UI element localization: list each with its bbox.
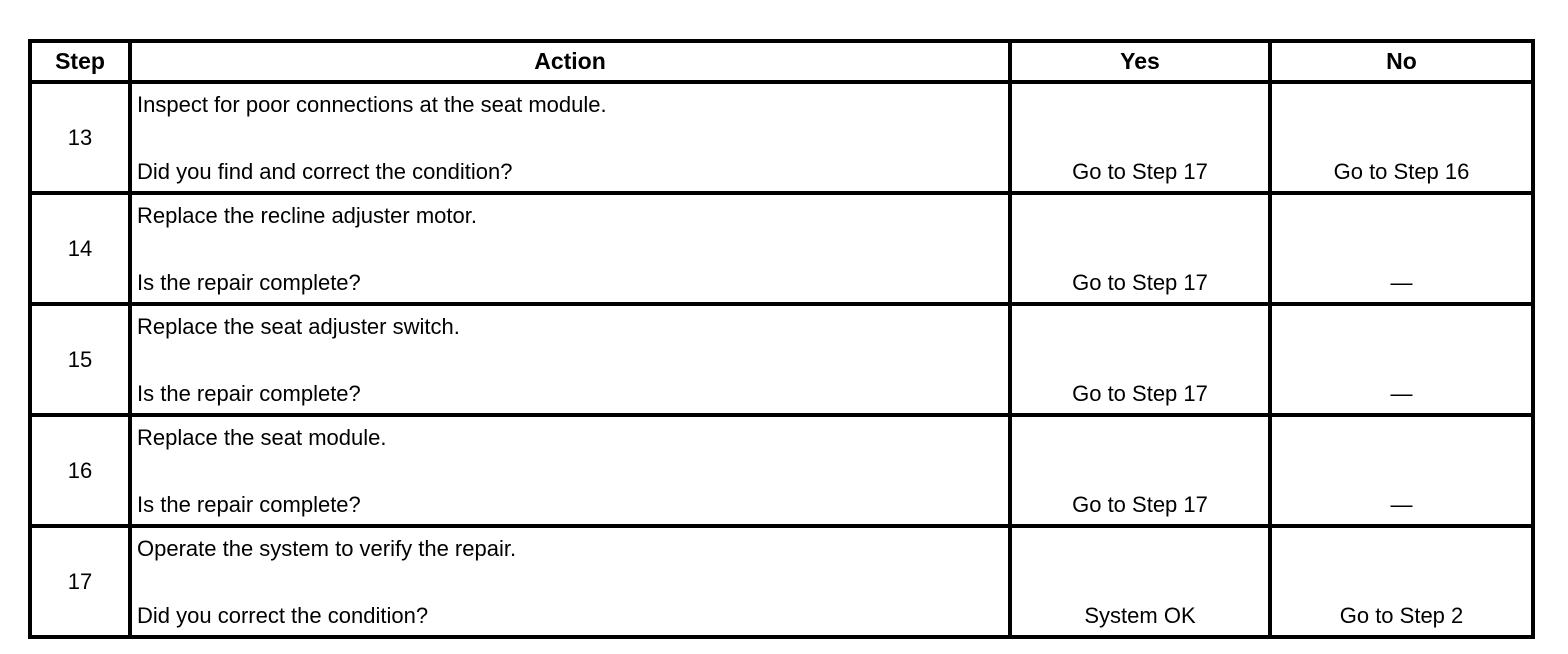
- action-cell: [130, 526, 1010, 637]
- action-question: Is the repair complete?: [137, 381, 361, 406]
- action-question: Did you correct the condition?: [137, 603, 429, 628]
- table-row: [30, 415, 1533, 526]
- action-instruction: Operate the system to verify the repair.: [137, 536, 517, 561]
- action-question: Is the repair complete?: [137, 492, 361, 517]
- action-cell: [130, 415, 1010, 526]
- table-header: [30, 41, 1533, 82]
- action-cell: [130, 304, 1010, 415]
- yes-column-header: Yes: [1010, 41, 1270, 82]
- no-result: —: [1270, 415, 1533, 526]
- step-number: 15: [30, 304, 130, 415]
- action-cell: [130, 82, 1010, 193]
- table-row: [30, 304, 1533, 415]
- yes-result: Go to Step 17: [1010, 193, 1270, 304]
- yes-result: System OK: [1010, 526, 1270, 637]
- no-result: —: [1270, 193, 1533, 304]
- action-instruction: Replace the seat module.: [137, 425, 387, 450]
- table-row: [30, 193, 1533, 304]
- step-number: 13: [30, 82, 130, 193]
- no-column-header: No: [1270, 41, 1533, 82]
- no-result: —: [1270, 304, 1533, 415]
- action-cell: [130, 193, 1010, 304]
- table-row: [30, 82, 1533, 193]
- step-number: 14: [30, 193, 130, 304]
- no-result: Go to Step 2: [1270, 526, 1533, 637]
- header-row: [30, 41, 1533, 82]
- table-body: [30, 82, 1533, 637]
- action-question: Is the repair complete?: [137, 270, 361, 295]
- action-question: Did you find and correct the condition?: [137, 159, 513, 184]
- action-instruction: Inspect for poor connections at the seat module.: [137, 92, 607, 117]
- yes-result: Go to Step 17: [1010, 304, 1270, 415]
- table-row: [30, 526, 1533, 637]
- diagnostic-step-table: [28, 39, 1535, 639]
- no-result: Go to Step 16: [1270, 82, 1533, 193]
- yes-result: Go to Step 17: [1010, 415, 1270, 526]
- step-number: 16: [30, 415, 130, 526]
- step-column-header: Step: [30, 41, 130, 82]
- action-instruction: Replace the seat adjuster switch.: [137, 314, 460, 339]
- yes-result: Go to Step 17: [1010, 82, 1270, 193]
- action-instruction: Replace the recline adjuster motor.: [137, 203, 477, 228]
- action-column-header: Action: [130, 41, 1010, 82]
- step-number: 17: [30, 526, 130, 637]
